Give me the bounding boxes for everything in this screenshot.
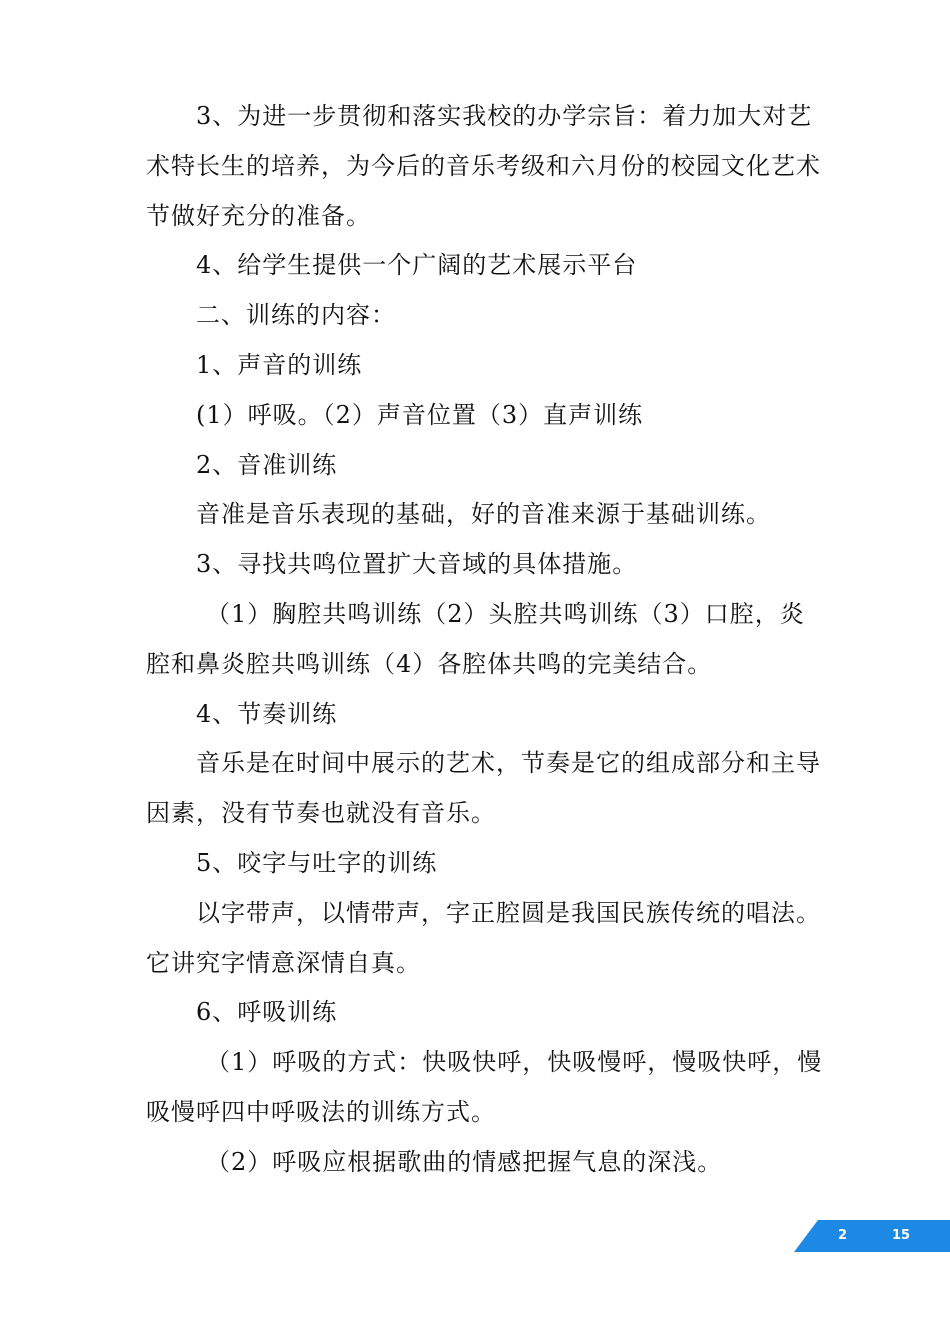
page-footer-tab: [794, 1220, 950, 1252]
total-pages: 15: [892, 1228, 911, 1243]
footer-tab-shape: [794, 1220, 950, 1252]
paragraph-diction-training: 以字带声，以情带声，字正腔圆是我国民族传统的唱法。它讲究字情意深情自真。: [146, 898, 821, 977]
paragraph-rhythm-training: 音乐是在时间中展示的艺术，节奏是它的组成部分和主导因素，没有节奏也就没有音乐。: [146, 749, 821, 828]
item-heading-resonance: 3、寻找共鸣位置扩大音域的具体措施。: [196, 550, 638, 579]
paragraph-purpose-3: 3、为进一步贯彻和落实我校的办学宗旨：着力加大对艺术特长生的培养，为今后的音乐考级和六月份的校园文化艺术节做好充分的准备。: [146, 102, 821, 230]
item-heading-breathing-training: 6、呼吸训练: [196, 998, 338, 1027]
document-body: [146, 92, 826, 1188]
item-heading-diction-training: 5、咬字与吐字的训练: [196, 848, 438, 877]
paragraph-purpose-4: 4、给学生提供一个广阔的艺术展示平台: [196, 251, 638, 280]
page-number: 2: [838, 1228, 848, 1243]
paragraph-voice-training-items: (1）呼吸。（2）声音位置（3）直声训练: [196, 400, 644, 429]
paragraph-pitch-training: 音准是音乐表现的基础，好的音准来源于基础训练。: [196, 500, 771, 529]
section-heading-training-content: 二、训练的内容：: [196, 301, 396, 330]
paragraph-resonance-items: （1）胸腔共鸣训练（2）头腔共鸣训练（3）口腔，炎腔和鼻炎腔共鸣训练（4）各腔体共鸣的完美结合。: [146, 599, 805, 678]
paragraph-breathing-depth: （2）呼吸应根据歌曲的情感把握气息的深浅。: [206, 1147, 723, 1176]
paragraph-breathing-methods: （1）呼吸的方式：快吸快呼，快吸慢呼，慢吸快呼，慢吸慢呼四中呼吸法的训练方式。: [146, 1048, 823, 1126]
item-heading-voice-training: 1、声音的训练: [196, 350, 363, 379]
item-heading-pitch-training: 2、音准训练: [196, 450, 338, 479]
item-heading-rhythm-training: 4、节奏训练: [196, 699, 338, 728]
